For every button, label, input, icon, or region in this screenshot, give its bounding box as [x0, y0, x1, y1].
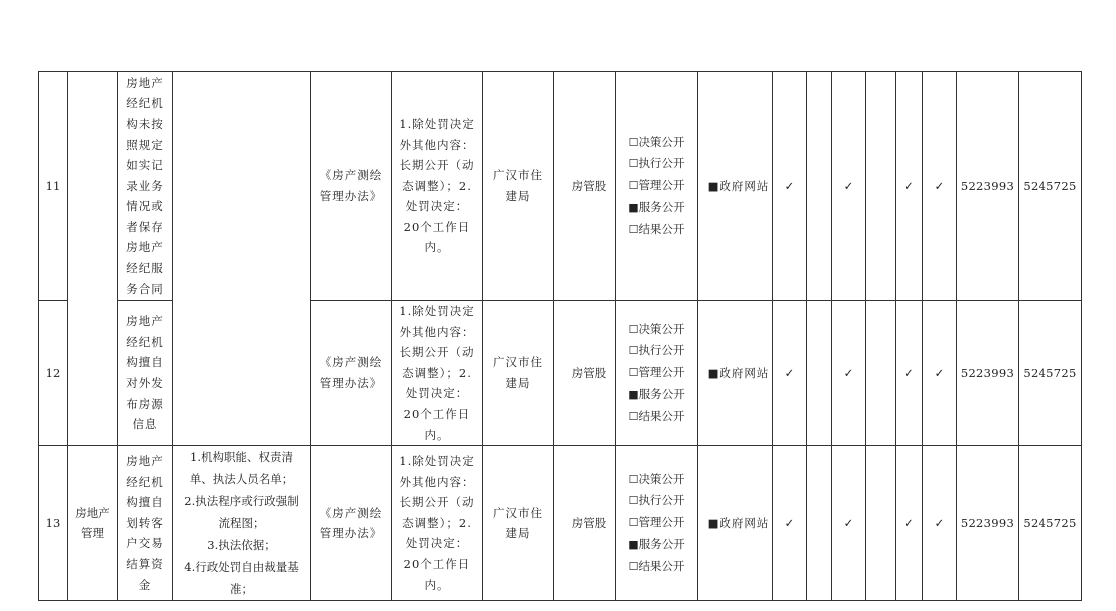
- time-limit: 1.除处罚决定外其他内容：长期公开（动态调整）；2.处罚决定：20个工作日内。: [392, 446, 483, 601]
- check-mark-icon: ✓: [923, 446, 957, 601]
- checked-box-icon: ■: [628, 200, 639, 214]
- disclosure-table: [38, 71, 1082, 601]
- content-list: [173, 446, 311, 601]
- channel-label: 结果公开: [638, 558, 685, 573]
- check-mark-icon: ✓: [896, 301, 923, 446]
- content-item: 3.执法依据；: [207, 538, 276, 553]
- content-item: 1.机构职能、权责清单、执法人员名单；: [189, 450, 294, 487]
- phone-2: 5245725: [1019, 301, 1082, 446]
- table-row: [39, 72, 1082, 301]
- phone-2: 5245725: [1019, 72, 1082, 301]
- channel-list: [616, 72, 698, 301]
- legal-basis: 《房产测绘管理办法》: [311, 301, 392, 446]
- check-mark-icon: ✓: [832, 72, 866, 301]
- channel-label: 管理公开: [638, 365, 685, 380]
- check-mark-icon: ✓: [896, 446, 923, 601]
- channel-label: 决策公开: [638, 134, 685, 149]
- phone-1: 5223993: [957, 301, 1019, 446]
- channel-label: 决策公开: [638, 471, 685, 486]
- channel-label: 服务公开: [638, 386, 685, 401]
- channel-label: 服务公开: [638, 199, 685, 214]
- responsible: 房管股: [554, 72, 616, 301]
- checkbox-icon: ☐: [628, 559, 639, 573]
- phone-2: 5245725: [1019, 446, 1082, 601]
- empty-check-cell: [866, 72, 896, 301]
- content-cell: [173, 72, 311, 446]
- checkbox-icon: ☐: [628, 366, 639, 380]
- empty-check-cell: [866, 446, 896, 601]
- checkbox-icon: ☐: [628, 157, 639, 171]
- empty-check-cell: [807, 72, 832, 301]
- category-cell: 房地产管理: [68, 446, 118, 601]
- channel-label: 决策公开: [638, 321, 685, 336]
- empty-check-cell: [866, 301, 896, 446]
- row-number: 13: [39, 446, 68, 601]
- subject: 广汉市住建局: [483, 446, 554, 601]
- phone-1: 5223993: [957, 72, 1019, 301]
- platform: ■政府网站: [698, 72, 773, 301]
- checked-box-icon: ■: [628, 387, 639, 401]
- item-name: 房地产经纪机构擅自划转客户交易结算资金: [118, 446, 173, 601]
- item-name: 房地产经纪机构未按照规定如实记录业务情况或者保存房地产经纪服务合同: [118, 72, 173, 301]
- subject: 广汉市住建局: [483, 301, 554, 446]
- platform: ■政府网站: [698, 446, 773, 601]
- checkbox-icon: ☐: [628, 494, 639, 508]
- legal-basis: 《房产测绘管理办法》: [311, 446, 392, 601]
- platform: ■政府网站: [698, 301, 773, 446]
- channel-label: 执行公开: [638, 156, 685, 171]
- table-row: [39, 446, 1082, 601]
- channel-label: 服务公开: [638, 537, 685, 552]
- checkbox-icon: ☐: [628, 472, 639, 486]
- checked-box-icon: ■: [628, 538, 639, 552]
- subject: 广汉市住建局: [483, 72, 554, 301]
- check-mark-icon: ✓: [773, 301, 807, 446]
- check-mark-icon: ✓: [832, 301, 866, 446]
- responsible: 房管股: [554, 301, 616, 446]
- phone-1: 5223993: [957, 446, 1019, 601]
- channel-label: 结果公开: [638, 408, 685, 423]
- channel-label: 管理公开: [638, 178, 685, 193]
- check-mark-icon: ✓: [832, 446, 866, 601]
- empty-check-cell: [807, 446, 832, 601]
- checkbox-icon: ☐: [628, 222, 639, 236]
- row-number: 11: [39, 72, 68, 301]
- channel-label: 结果公开: [638, 221, 685, 236]
- content-item: 4.行政处罚自由裁量基准；: [184, 560, 299, 597]
- time-limit: 1.除处罚决定外其他内容：长期公开（动态调整）；2.处罚决定：20个工作日内。: [392, 72, 483, 301]
- checkbox-icon: ☐: [628, 344, 639, 358]
- content-item: 2.执法程序或行政强制流程图；: [184, 494, 299, 531]
- check-mark-icon: ✓: [896, 72, 923, 301]
- checkbox-icon: ☐: [628, 135, 639, 149]
- empty-check-cell: [807, 301, 832, 446]
- responsible: 房管股: [554, 446, 616, 601]
- channel-list: [616, 446, 698, 601]
- check-mark-icon: ✓: [923, 301, 957, 446]
- channel-label: 执行公开: [638, 343, 685, 358]
- channel-label: 执行公开: [638, 493, 685, 508]
- checkbox-icon: ☐: [628, 409, 639, 423]
- checkbox-icon: ☐: [628, 516, 639, 530]
- time-limit: 1.除处罚决定外其他内容：长期公开（动态调整）；2.处罚决定：20个工作日内。: [392, 301, 483, 446]
- item-name: 房地产经纪机构擅自对外发布房源信息: [118, 301, 173, 446]
- channel-label: 管理公开: [638, 515, 685, 530]
- check-mark-icon: ✓: [773, 446, 807, 601]
- legal-basis: 《房产测绘管理办法》: [311, 72, 392, 301]
- checkbox-icon: ☐: [628, 322, 639, 336]
- row-number: 12: [39, 301, 68, 446]
- channel-list: [616, 301, 698, 446]
- category-cell: [68, 72, 118, 446]
- check-mark-icon: ✓: [923, 72, 957, 301]
- check-mark-icon: ✓: [773, 72, 807, 301]
- checkbox-icon: ☐: [628, 179, 639, 193]
